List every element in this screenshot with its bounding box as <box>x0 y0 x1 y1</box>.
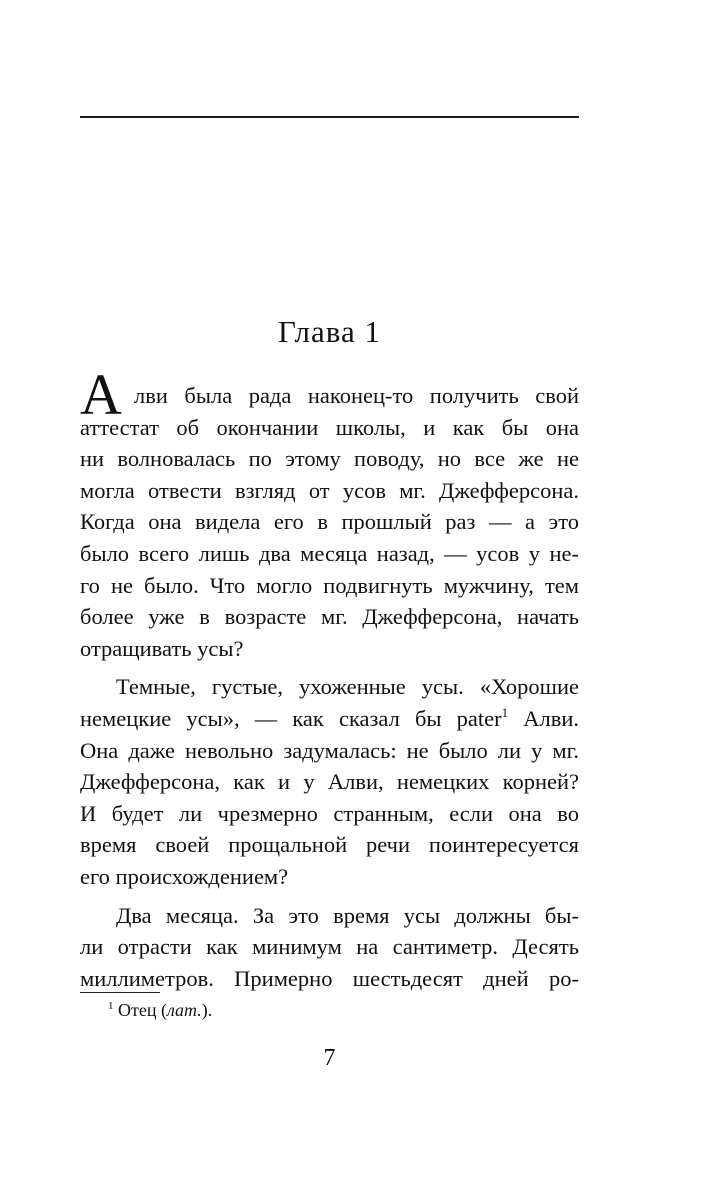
text-line: ли отрасти как минимум на сантиметр. Десять <box>80 934 579 960</box>
text-line: Когда она видела его в прошлый раз — а это <box>80 509 579 535</box>
chapter-title: Глава 1 <box>277 314 382 349</box>
text-line: его происхождением? <box>80 863 289 889</box>
text-segment: Алви. <box>508 705 579 731</box>
text-line: Она даже невольно задумалась: не было ли у мг. <box>80 737 579 763</box>
text-line: го не было. Что могло подвигнуть мужчину, тем <box>80 572 579 598</box>
text-line: Темные, густые, ухоженные усы. «Хорошие <box>116 674 579 700</box>
text-line: было всего лишь два месяца назад, — усов у не- <box>80 540 579 566</box>
drop-cap: А <box>80 362 122 427</box>
paragraph-1 <box>80 380 579 664</box>
body-text <box>80 380 579 994</box>
footnote-rule <box>80 992 160 993</box>
text-segment: немецкие усы», — как сказал бы pater <box>80 705 502 731</box>
text-line: миллиметров. Примерно шестьдесят дней ро- <box>80 965 579 991</box>
text-line: время своей прощальной речи поинтересуется <box>80 832 579 858</box>
text-line: более уже в возрасте мг. Джефферсона, начать <box>80 604 579 630</box>
text-line: могла отвести взгляд от усов мг. Джефферсона. <box>80 477 579 503</box>
paragraph-3 <box>80 900 579 995</box>
text-line: аттестат об окончании школы, и как бы она <box>80 414 579 440</box>
paragraph-2 <box>80 671 579 892</box>
page-number: 7 <box>323 1045 336 1071</box>
footnote-reference[interactable]: 1 <box>501 704 509 720</box>
footnote-text: Отец ( <box>118 1000 167 1020</box>
text-line: отращивать усы? <box>80 635 244 661</box>
text-line: И будет ли чрезмерно странным, если она во <box>80 800 579 826</box>
footnote <box>108 998 212 1022</box>
text-line: ни волновалась по этому поводу, но все же не <box>80 446 579 472</box>
text-line: Два месяца. За это время усы должны бы- <box>116 902 579 928</box>
footnote-text: ). <box>201 1000 213 1020</box>
footnote-marker: 1 <box>108 1000 114 1012</box>
header-rule <box>80 116 579 118</box>
text-line: Джефферсона, как и у Алви, немецких корней? <box>80 769 579 795</box>
text-line: лви была рада наконец-то получить свой <box>134 383 579 408</box>
text-line-with-footnote <box>80 703 579 735</box>
footnote-italic: лат. <box>166 1000 202 1020</box>
